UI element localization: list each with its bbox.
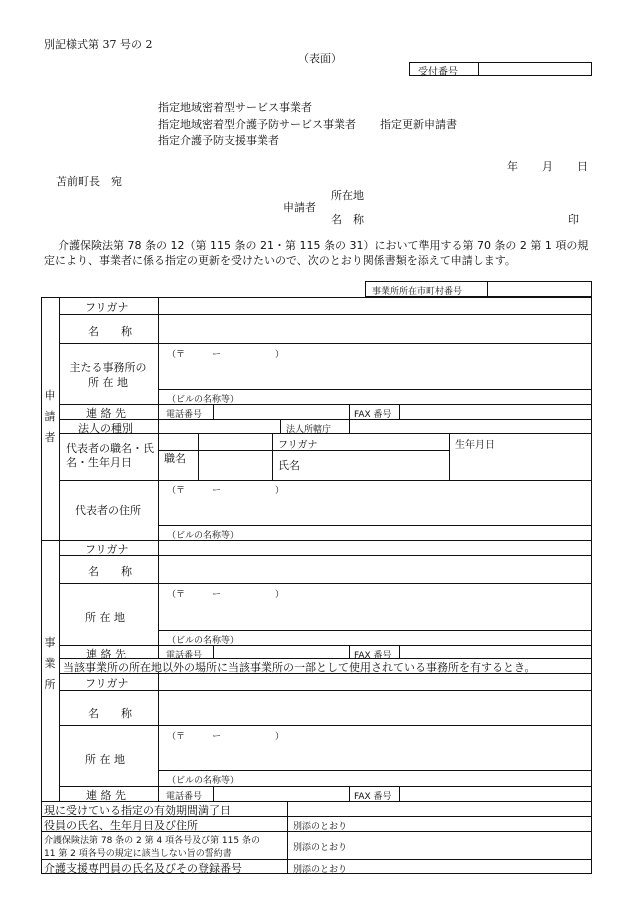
date-day: 日	[577, 160, 588, 173]
fax-label: FAX 番号	[354, 410, 392, 420]
rule	[59, 786, 592, 787]
office-address-label: 所 在 地	[85, 611, 125, 624]
other-office-note: 当該事業所の所在地以外の場所に当該事業所の一部として使用されている事務所を有するとき。	[63, 661, 536, 674]
pledge-label-line-2: 11 第 2 項各号の規定に該当しない旨の誓約書	[44, 849, 232, 859]
office-name-label: 名 称	[88, 565, 132, 578]
rep-name-label: 氏名	[278, 459, 300, 472]
office-side-label: 事業所	[44, 636, 56, 691]
representative-label: 代表者の職名・氏名・生年月日	[66, 442, 154, 469]
office2-name-label: 名 称	[88, 707, 132, 720]
rule	[280, 419, 281, 433]
office2-fax-label: FAX 番号	[354, 792, 392, 802]
body-text-line-1: 介護保険法第 78 条の 12（第 115 条の 21・第 115 条の 31）において準用する第 70 条の 2 第 1 項の規	[58, 239, 589, 252]
title-line-2-suffix: 指定更新申請書	[380, 118, 457, 131]
form-number: 別記様式第 37 号の 2	[44, 38, 153, 51]
rule	[349, 645, 350, 658]
office2-postal-code: （〒 ー ）	[167, 732, 285, 742]
expiry-label: 現に受けている指定の有効期間満了日	[44, 804, 231, 817]
rule	[213, 786, 214, 801]
rep-building-name: （ビルの名称等）	[167, 531, 240, 541]
rule	[449, 433, 450, 480]
municipal-number-label: 事業所所在市町村番号	[372, 287, 463, 297]
bottom-divider	[287, 801, 288, 874]
postal-code: （〒 ー ）	[167, 350, 285, 360]
phone-label: 電話番号	[166, 410, 203, 420]
body-text-line-2: 定により、事業者に係る指定の更新を受けたいので、次のとおり関係書類を添えて申請します。	[44, 254, 516, 267]
title-line-3: 指定介護予防支援事業者	[158, 134, 279, 147]
rule	[213, 404, 214, 419]
office-building-name: （ビルの名称等）	[167, 636, 240, 646]
rule	[59, 343, 592, 344]
rule	[349, 419, 350, 433]
rep-address-label: 代表者の住所	[75, 504, 141, 517]
rule	[59, 404, 592, 405]
rule	[59, 725, 592, 726]
title-label: 職名	[164, 452, 186, 465]
rule	[59, 480, 592, 481]
office2-phone-label: 電話番号	[166, 792, 203, 802]
rule	[59, 314, 592, 315]
rule	[399, 786, 400, 801]
rule	[198, 433, 199, 480]
rule	[349, 786, 350, 801]
rule	[158, 770, 592, 771]
receipt-divider	[478, 62, 479, 76]
contact-label: 連 絡 先	[86, 407, 126, 420]
applicant-label: 申請者	[283, 201, 316, 214]
date-year: 年	[507, 160, 518, 173]
pledge-label-line-1: 介護保険法第 78 条の 2 第 4 項各号及び第 115 条の	[44, 836, 260, 846]
addressee: 苫前町長 宛	[56, 175, 122, 188]
furigana-label: フリガナ	[85, 301, 129, 314]
name-label: 名 称	[88, 325, 132, 338]
care-manager-label: 介護支援専門員の氏名及びその登録番号	[44, 862, 242, 875]
rule	[59, 690, 592, 691]
office-furigana-label: フリガナ	[85, 543, 129, 556]
officers-label: 役員の氏名、生年月日及び住所	[44, 819, 198, 832]
rule	[158, 525, 592, 526]
office2-contact-label: 連 絡 先	[86, 789, 126, 802]
office2-building-name: （ビルの名称等）	[167, 776, 240, 786]
rule	[272, 433, 273, 480]
rule	[59, 419, 592, 420]
municipal-divider	[487, 281, 488, 297]
office-phone-label: 電話番号	[166, 651, 203, 661]
corp-type-label: 法人の種別	[78, 422, 133, 435]
title-line-1: 指定地域密着型サービス事業者	[158, 101, 312, 114]
rep-furigana-label: フリガナ	[278, 440, 318, 451]
rule	[399, 645, 400, 658]
office2-furigana-label: フリガナ	[85, 677, 129, 690]
rule	[213, 645, 214, 658]
pledge-value: 別添のとおり	[293, 843, 348, 853]
office-contact-label: 連 絡 先	[86, 648, 126, 661]
rep-postal-code: （〒 ー ）	[167, 486, 285, 496]
rule	[59, 555, 592, 556]
rule	[59, 645, 592, 646]
date-month: 月	[542, 160, 553, 173]
office-address-label: 主たる事務所の所 在 地	[69, 361, 147, 389]
rule	[349, 404, 350, 419]
birth-date-label: 生年月日	[455, 440, 495, 451]
rule	[158, 630, 592, 631]
side-label: （表面）	[298, 52, 342, 65]
title-line-2: 指定地域密着型介護予防サービス事業者	[158, 118, 356, 131]
rule	[399, 404, 400, 419]
office2-address-label: 所 在 地	[85, 753, 125, 766]
applicant-location-label: 所在地	[331, 189, 364, 202]
applicant-name-label: 名 称	[331, 213, 364, 226]
building-name: （ビルの名称等）	[167, 395, 240, 405]
rule	[158, 389, 592, 390]
office-postal-code: （〒 ー ）	[167, 590, 285, 600]
office-fax-label: FAX 番号	[354, 651, 392, 661]
corp-authority-label: 法人所轄庁	[286, 425, 332, 435]
seal-mark: 印	[568, 213, 579, 226]
applicant-side-label: 申請者	[44, 389, 56, 444]
rule	[59, 583, 592, 584]
care-manager-value: 別添のとおり	[293, 865, 348, 875]
receipt-label: 受付番号	[418, 67, 458, 78]
officers-value: 別添のとおり	[293, 822, 348, 832]
